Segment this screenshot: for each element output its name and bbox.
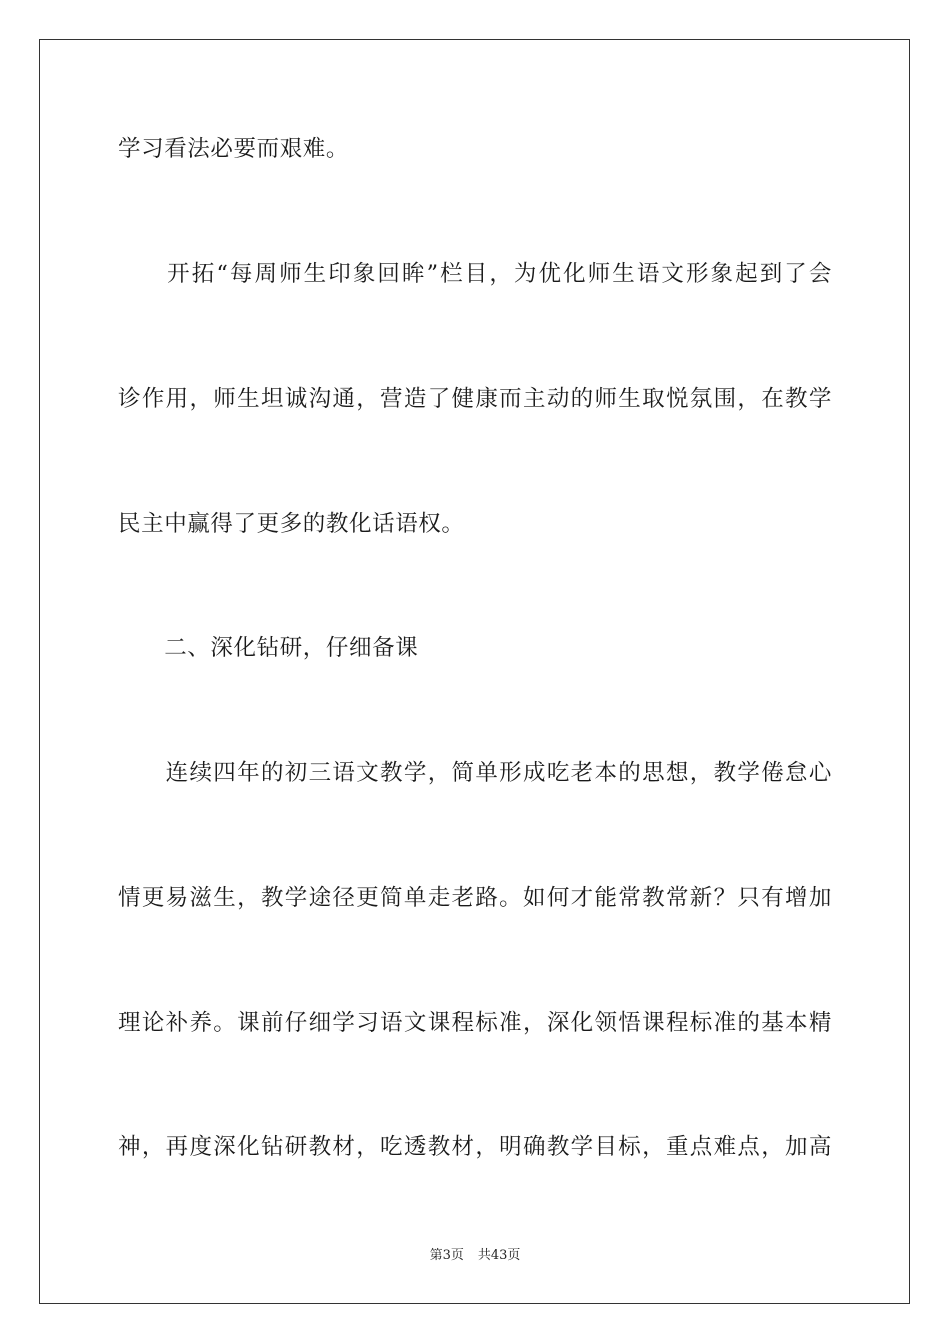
- text-line-3: 诊作用，师生坦诚沟通，营造了健康而主动的师生取悦氛围，在教学: [118, 386, 832, 412]
- page-number: 第3页: [429, 1248, 464, 1263]
- page-border: [39, 39, 910, 1304]
- text-line-7: 情更易滋生，教学途径更简单走老路。如何才能常教常新？只有增加: [118, 885, 832, 911]
- section-heading: 二、深化钻研，仔细备课: [118, 635, 419, 661]
- text-line-9: 神，再度深化钻研教材，吃透教材，明确教学目标，重点难点，加高: [118, 1134, 832, 1160]
- text-line-2: 开拓“每周师生印象回眸”栏目，为优化师生语文形象起到了会: [118, 261, 832, 287]
- page-footer: [0, 1247, 950, 1265]
- text-line-4: 民主中赢得了更多的教化话语权。: [118, 511, 465, 537]
- page-total: 共43页: [477, 1248, 521, 1263]
- text-line-1: 学习看法必要而艰难。: [118, 136, 350, 162]
- text-line-8: 理论补养。课前仔细学习语文课程标准，深化领悟课程标准的基本精: [118, 1010, 832, 1036]
- text-line-6: 连续四年的初三语文教学，简单形成吃老本的思想，教学倦怠心: [118, 760, 832, 786]
